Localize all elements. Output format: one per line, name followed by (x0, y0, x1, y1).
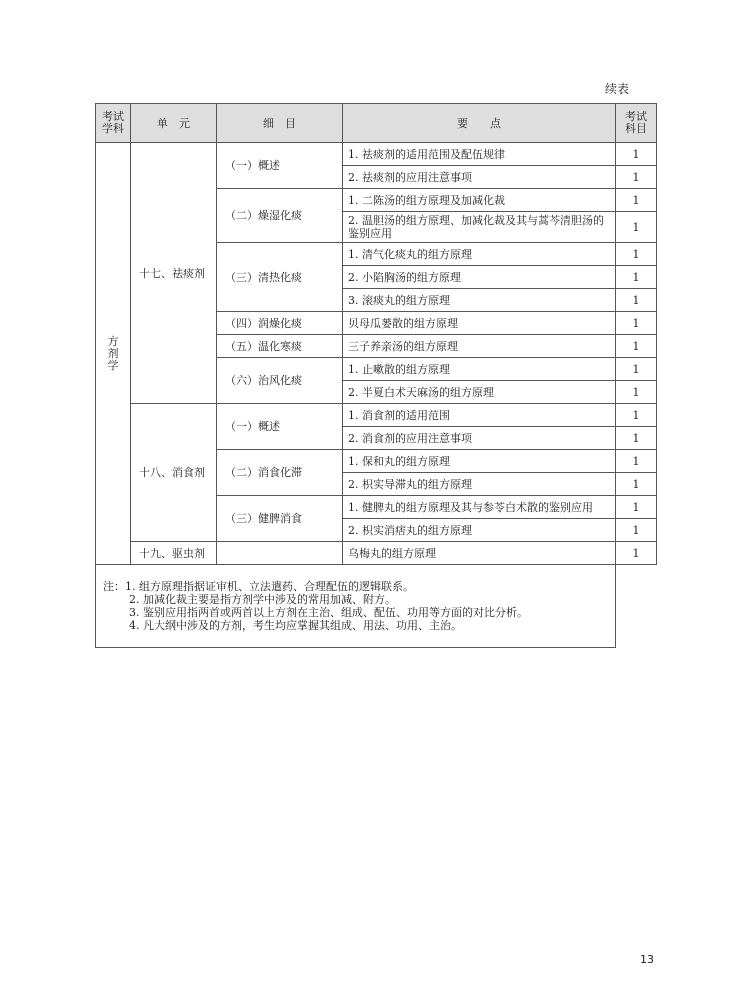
note-line: 注：1. 组方原理指据证审机、立法遣药、合理配伍的逻辑联系。 (103, 580, 414, 593)
detail-cell: （五）温化寒痰 (217, 335, 343, 358)
header-unit: 单 元 (131, 104, 217, 143)
syllabus-table (95, 103, 657, 648)
score-cell: 1 (616, 496, 657, 519)
table-row (96, 404, 657, 427)
detail-cell: （一）概述 (217, 404, 343, 450)
header-points: 要 点 (343, 104, 616, 143)
table-row (96, 143, 657, 166)
table-row (96, 542, 657, 565)
detail-cell: （三）清热化痰 (217, 243, 343, 312)
note-line: 3. 鉴别应用指两首或两首以上方剂在主治、组成、配伍、功用等方面的对比分析。 (129, 606, 528, 619)
page-number: 13 (640, 953, 654, 966)
unit-cell: 十九、驱虫剂 (131, 542, 217, 565)
score-cell: 1 (616, 381, 657, 404)
detail-cell: （四）润燥化痰 (217, 312, 343, 335)
score-cell: 1 (616, 143, 657, 166)
detail-cell: （二）消食化滞 (217, 450, 343, 496)
subject-cell: 方剂学 (96, 143, 131, 565)
notes-row (96, 565, 657, 648)
point-cell: 贝母瓜蒌散的组方原理 (343, 312, 616, 335)
score-cell: 1 (616, 450, 657, 473)
point-cell: 2. 小陷胸汤的组方原理 (343, 266, 616, 289)
detail-cell: （三）健脾消食 (217, 496, 343, 542)
point-cell: 1. 二陈汤的组方原理及加减化裁 (343, 189, 616, 212)
detail-cell-empty (217, 542, 343, 565)
point-cell: 2. 祛痰剂的应用注意事项 (343, 166, 616, 189)
score-cell: 1 (616, 473, 657, 496)
point-cell: 三子养亲汤的组方原理 (343, 335, 616, 358)
point-cell: 2. 枳实消痞丸的组方原理 (343, 519, 616, 542)
score-cell: 1 (616, 289, 657, 312)
score-cell: 1 (616, 335, 657, 358)
score-cell: 1 (616, 266, 657, 289)
detail-cell: （二）燥湿化痰 (217, 189, 343, 243)
point-cell: 1. 祛痰剂的适用范围及配伍规律 (343, 143, 616, 166)
score-cell: 1 (616, 312, 657, 335)
point-cell: 1. 消食剂的适用范围 (343, 404, 616, 427)
point-cell: 乌梅丸的组方原理 (343, 542, 616, 565)
score-cell: 1 (616, 212, 657, 243)
detail-cell: （六）治风化痰 (217, 358, 343, 404)
score-cell: 1 (616, 166, 657, 189)
table-caption: 续表 (605, 82, 630, 96)
point-cell: 1. 健脾丸的组方原理及其与参苓白术散的鉴别应用 (343, 496, 616, 519)
point-cell: 2. 温胆汤的组方原理、加减化裁及其与蒿芩清胆汤的鉴别应用 (343, 212, 616, 243)
point-cell: 3. 滚痰丸的组方原理 (343, 289, 616, 312)
score-cell: 1 (616, 427, 657, 450)
score-cell: 1 (616, 542, 657, 565)
unit-cell: 十八、消食剂 (131, 404, 217, 542)
detail-cell: （一）概述 (217, 143, 343, 189)
point-cell: 1. 保和丸的组方原理 (343, 450, 616, 473)
score-cell: 1 (616, 358, 657, 381)
point-cell: 2. 半夏白术天麻汤的组方原理 (343, 381, 616, 404)
point-cell: 1. 清气化痰丸的组方原理 (343, 243, 616, 266)
point-cell: 2. 枳实导滞丸的组方原理 (343, 473, 616, 496)
score-cell: 1 (616, 404, 657, 427)
score-cell: 1 (616, 243, 657, 266)
point-cell: 2. 消食剂的应用注意事项 (343, 427, 616, 450)
table-header-row (96, 104, 657, 143)
header-detail: 细 目 (217, 104, 343, 143)
header-score: 考试科目 (616, 104, 657, 143)
unit-cell: 十七、祛痰剂 (131, 143, 217, 404)
notes-cell (96, 565, 616, 648)
note-line: 4. 凡大纲中涉及的方剂，考生均应掌握其组成、用法、功用、主治。 (129, 619, 462, 632)
score-cell: 1 (616, 189, 657, 212)
point-cell: 1. 止嗽散的组方原理 (343, 358, 616, 381)
note-line: 2. 加减化裁主要是指方剂学中涉及的常用加减、附方。 (129, 593, 396, 606)
header-subject: 考试学科 (96, 104, 131, 143)
score-cell: 1 (616, 519, 657, 542)
